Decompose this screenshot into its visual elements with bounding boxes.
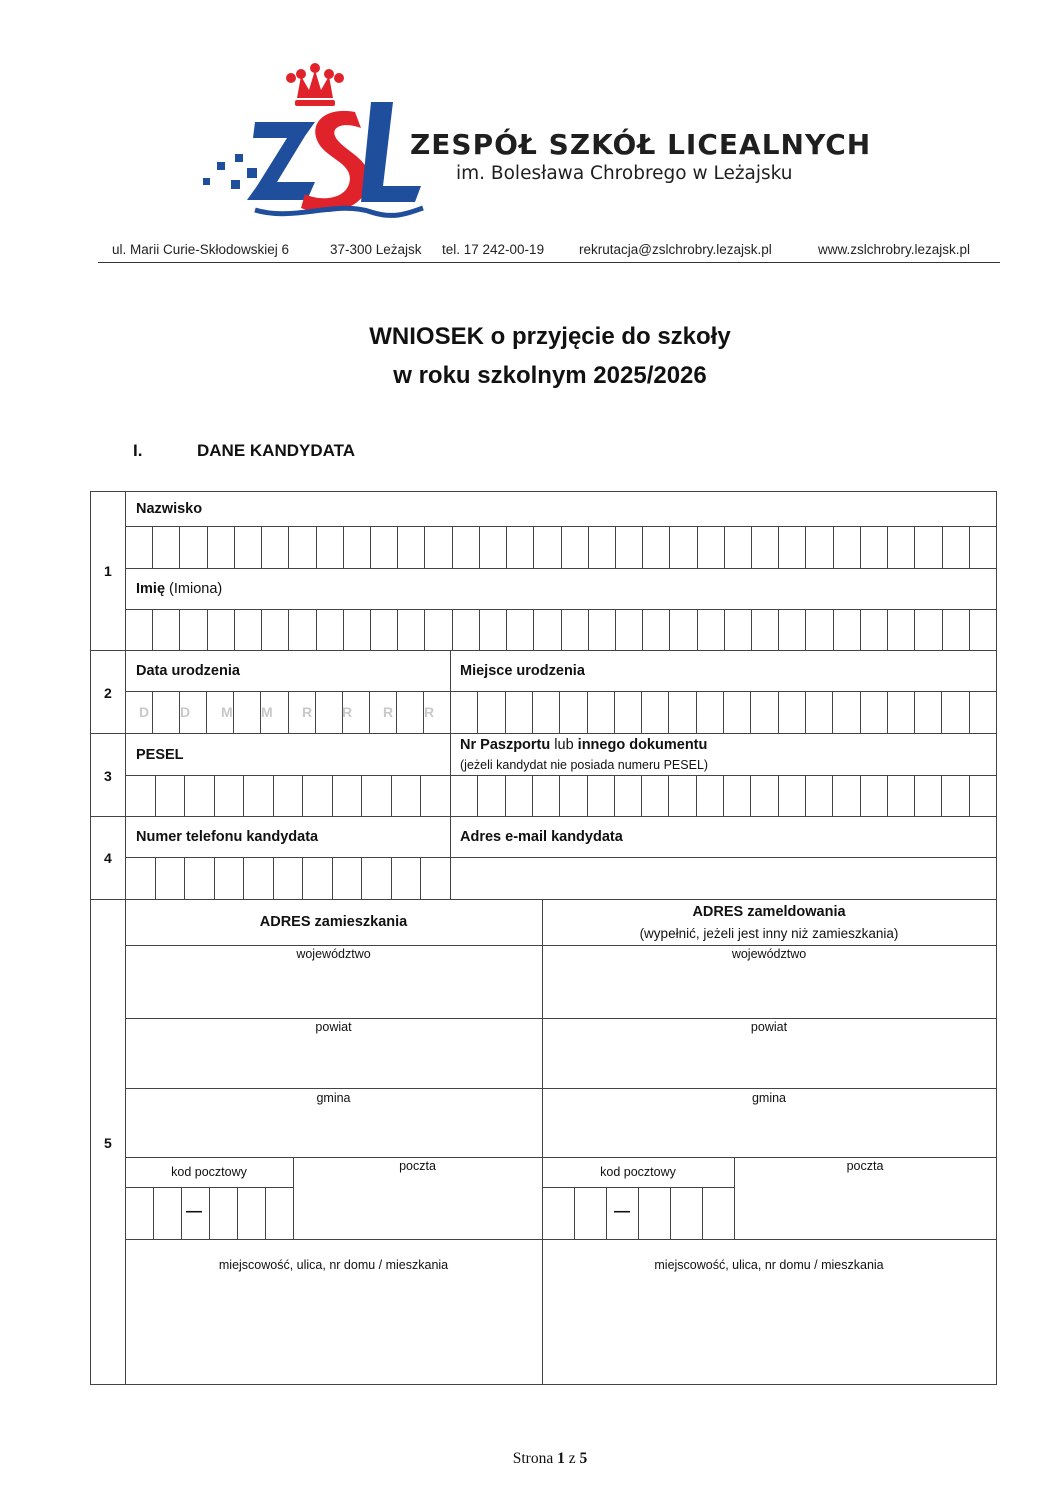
surname-box[interactable] [479,527,506,568]
surname-box[interactable] [561,527,588,568]
first-name-box[interactable] [669,610,696,650]
passport-box[interactable] [860,776,887,816]
surname-box[interactable] [343,527,370,568]
birth-place-box[interactable] [532,692,559,733]
birth-place-box[interactable] [750,692,777,733]
birth-place-label: Miejsce urodzenia [460,663,585,679]
first-name-box[interactable] [533,610,560,650]
first-name-box[interactable] [615,610,642,650]
registered-voivodeship-label: województwo [731,947,807,961]
birth-place-box[interactable] [505,692,532,733]
registered-address-note: (wypełnić, jeżeli jest inny niż zamieszkania) [639,926,899,941]
birth-place-box[interactable] [477,692,504,733]
registered-postal-code-box[interactable] [606,1188,638,1239]
school-subtitle: im. Bolesława Chrobrego w Leżajsku [456,163,793,184]
first-name-box[interactable] [561,610,588,650]
email-field[interactable] [451,858,996,899]
passport-box[interactable] [750,776,777,816]
surname-box[interactable] [125,527,152,568]
birth-date-box[interactable] [396,692,423,733]
row-number-5: 5 [104,1135,112,1151]
surname-box[interactable] [533,527,560,568]
residence-postal-dash: — [186,1203,202,1220]
passport-box[interactable] [668,776,695,816]
passport-box[interactable] [941,776,968,816]
phone-box[interactable] [391,858,421,899]
pesel-box[interactable] [361,776,391,816]
passport-box[interactable] [505,776,532,816]
birth-place-box[interactable] [696,692,723,733]
pesel-box[interactable] [273,776,303,816]
first-name-box[interactable] [316,610,343,650]
first-name-box[interactable] [588,610,615,650]
residence-voivodeship-label: województwo [296,947,371,961]
birth-place-box[interactable] [587,692,614,733]
residence-postal-code-box[interactable] [209,1188,237,1239]
birth-date-box[interactable] [233,692,260,733]
pesel-box[interactable] [391,776,421,816]
registered-postal-code-label: kod pocztowy [600,1165,676,1179]
surname-box[interactable] [234,527,261,568]
surname-box[interactable] [179,527,206,568]
row-number-2: 2 [104,685,112,701]
birth-place-box[interactable] [778,692,805,733]
surname-box[interactable] [261,527,288,568]
first-name-box[interactable] [343,610,370,650]
first-name-box[interactable] [479,610,506,650]
surname-box[interactable] [942,527,969,568]
contact-address: ul. Marii Curie-Skłodowskiej 6 [112,242,290,257]
birth-place-box[interactable] [832,692,859,733]
first-name-box[interactable] [887,610,914,650]
form-subtitle: w roku szkolnym 2025/2026 [393,362,707,389]
first-name-box[interactable] [370,610,397,650]
passport-box[interactable] [778,776,805,816]
phone-box[interactable] [184,858,214,899]
first-name-box[interactable] [152,610,179,650]
first-name-box[interactable] [207,610,234,650]
first-name-box[interactable] [778,610,805,650]
residence-post-office-label: poczta [399,1159,436,1173]
registered-post-office-label: poczta [846,1159,884,1173]
date-placeholder: R [424,704,435,720]
contact-phone: tel. 17 242-00-19 [442,242,545,257]
birth-place-box[interactable] [914,692,941,733]
surname-box[interactable] [778,527,805,568]
passport-box[interactable] [914,776,941,816]
birth-place-box[interactable] [887,692,914,733]
date-placeholder: M [221,704,233,720]
surname-box[interactable] [506,527,533,568]
birth-place-box[interactable] [723,692,750,733]
pesel-label: PESEL [136,747,184,763]
registered-street-label: miejscowość, ulica, nr domu / mieszkania [654,1258,884,1272]
surname-box[interactable] [642,527,669,568]
section-title: DANE KANDYDATA [197,441,356,460]
birth-date-label: Data urodzenia [136,663,240,679]
birth-place-box[interactable] [668,692,695,733]
first-name-box[interactable] [506,610,533,650]
phone-box[interactable] [332,858,362,899]
surname-box[interactable] [860,527,887,568]
passport-box[interactable] [641,776,668,816]
registered-address-title: ADRES zameldowania [692,904,846,920]
birth-place-box[interactable] [614,692,641,733]
residence-postal-code-box[interactable] [181,1188,209,1239]
passport-box[interactable] [477,776,504,816]
birth-place-box[interactable] [641,692,668,733]
first-name-box[interactable] [234,610,261,650]
row-number-4: 4 [104,850,112,866]
first-name-box[interactable] [833,610,860,650]
first-name-box[interactable] [424,610,451,650]
phone-box[interactable] [420,858,450,899]
surname-box[interactable] [397,527,424,568]
surname-box[interactable] [452,527,479,568]
phone-box[interactable] [214,858,244,899]
pesel-box[interactable] [243,776,273,816]
phone-box[interactable] [302,858,332,899]
residence-postal-code-label: kod pocztowy [171,1165,247,1179]
pesel-box[interactable] [125,776,155,816]
surname-box[interactable] [751,527,778,568]
first-name-box[interactable] [125,610,152,650]
registered-postal-code-box[interactable] [638,1188,670,1239]
surname-label: Nazwisko [136,501,203,517]
contact-email[interactable]: rekrutacja@zslchrobry.lezajsk.pl [579,242,772,257]
first-name-box[interactable] [697,610,724,650]
row-number-1: 1 [104,563,112,579]
phone-box[interactable] [125,858,155,899]
school-logo [195,62,425,232]
passport-label: Nr Paszportu lub innego dokumentu [460,737,708,753]
first-name-box[interactable] [397,610,424,650]
first-name-box[interactable] [914,610,941,650]
date-placeholder: M [261,704,273,720]
first-name-box[interactable] [805,610,832,650]
passport-box[interactable] [559,776,586,816]
pesel-box[interactable] [332,776,362,816]
passport-box[interactable] [887,776,914,816]
first-name-label: Imię (Imiona) [136,581,223,597]
pesel-box[interactable] [184,776,214,816]
pesel-box[interactable] [155,776,185,816]
date-placeholder: R [302,704,313,720]
residence-postal-code-box[interactable] [125,1188,153,1239]
surname-box[interactable] [669,527,696,568]
passport-box[interactable] [805,776,832,816]
first-name-box[interactable] [179,610,206,650]
surname-box[interactable] [833,527,860,568]
passport-box[interactable] [969,776,996,816]
email-label: Adres e-mail kandydata [460,829,623,845]
birth-date-box[interactable] [315,692,342,733]
surname-box[interactable] [914,527,941,568]
surname-box[interactable] [887,527,914,568]
date-placeholder: R [342,704,353,720]
registered-commune-label: gmina [751,1091,787,1105]
registered-county-label: powiat [750,1020,788,1034]
birth-place-box[interactable] [969,692,996,733]
birth-place-box[interactable] [559,692,586,733]
surname-box[interactable] [207,527,234,568]
surname-box[interactable] [697,527,724,568]
passport-box[interactable] [450,776,477,816]
surname-box[interactable] [969,527,996,568]
registered-postal-code-box[interactable] [574,1188,606,1239]
phone-box[interactable] [243,858,273,899]
first-name-box[interactable] [452,610,479,650]
passport-box[interactable] [832,776,859,816]
surname-box[interactable] [316,527,343,568]
passport-note: (jeżeli kandydat nie posiada numeru PESEL) [460,758,709,772]
phone-box[interactable] [361,858,391,899]
birth-place-box[interactable] [450,692,477,733]
registered-postal-dash: — [614,1203,630,1220]
residence-postal-code-box[interactable] [265,1188,293,1239]
header-divider [98,262,1000,263]
birth-place-box[interactable] [941,692,968,733]
surname-box[interactable] [152,527,179,568]
registered-postal-code-box[interactable] [670,1188,702,1239]
pesel-box[interactable] [302,776,332,816]
first-name-box[interactable] [261,610,288,650]
surname-box[interactable] [588,527,615,568]
row-number-3: 3 [104,768,112,784]
birth-date-box[interactable] [152,692,179,733]
first-name-box[interactable] [969,610,996,650]
surname-box[interactable] [370,527,397,568]
surname-box[interactable] [615,527,642,568]
passport-box[interactable] [696,776,723,816]
residence-postal-code-box[interactable] [153,1188,181,1239]
surname-box[interactable] [288,527,315,568]
passport-box[interactable] [614,776,641,816]
phone-box[interactable] [155,858,185,899]
phone-box[interactable] [273,858,303,899]
first-name-box[interactable] [942,610,969,650]
pesel-box[interactable] [420,776,450,816]
contact-postal: 37-300 Leżajsk [330,242,422,257]
date-placeholder: R [383,704,394,720]
registered-postal-code-box[interactable] [702,1188,734,1239]
birth-place-box[interactable] [860,692,887,733]
first-name-box[interactable] [642,610,669,650]
passport-box[interactable] [532,776,559,816]
residence-postal-code-box[interactable] [237,1188,265,1239]
birth-place-box[interactable] [805,692,832,733]
residence-street-label: miejscowość, ulica, nr domu / mieszkania [218,1258,449,1272]
residence-county-label: powiat [315,1020,352,1034]
first-name-box[interactable] [860,610,887,650]
first-name-box[interactable] [724,610,751,650]
passport-box[interactable] [723,776,750,816]
first-name-box[interactable] [288,610,315,650]
svg-text:ZSL: ZSL [310,162,312,163]
surname-box[interactable] [424,527,451,568]
passport-box[interactable] [587,776,614,816]
residence-commune-label: gmina [316,1091,351,1105]
surname-box[interactable] [724,527,751,568]
date-placeholder: D [180,704,191,720]
pesel-box[interactable] [214,776,244,816]
form-title: WNIOSEK o przyjęcie do szkoły [369,323,731,350]
date-placeholder: D [139,704,150,720]
surname-box[interactable] [805,527,832,568]
page-number: Strona 1 z 5 [512,1450,588,1467]
registered-postal-code-box[interactable] [542,1188,574,1239]
school-name: ZESPÓŁ SZKÓŁ LICEALNYCH [410,128,872,161]
phone-label: Numer telefonu kandydata [136,829,319,845]
residence-address-title: ADRES zamieszkania [259,914,408,930]
section-number: I. [133,441,143,460]
first-name-box[interactable] [751,610,778,650]
contact-website[interactable]: www.zslchrobry.lezajsk.pl [818,242,971,257]
